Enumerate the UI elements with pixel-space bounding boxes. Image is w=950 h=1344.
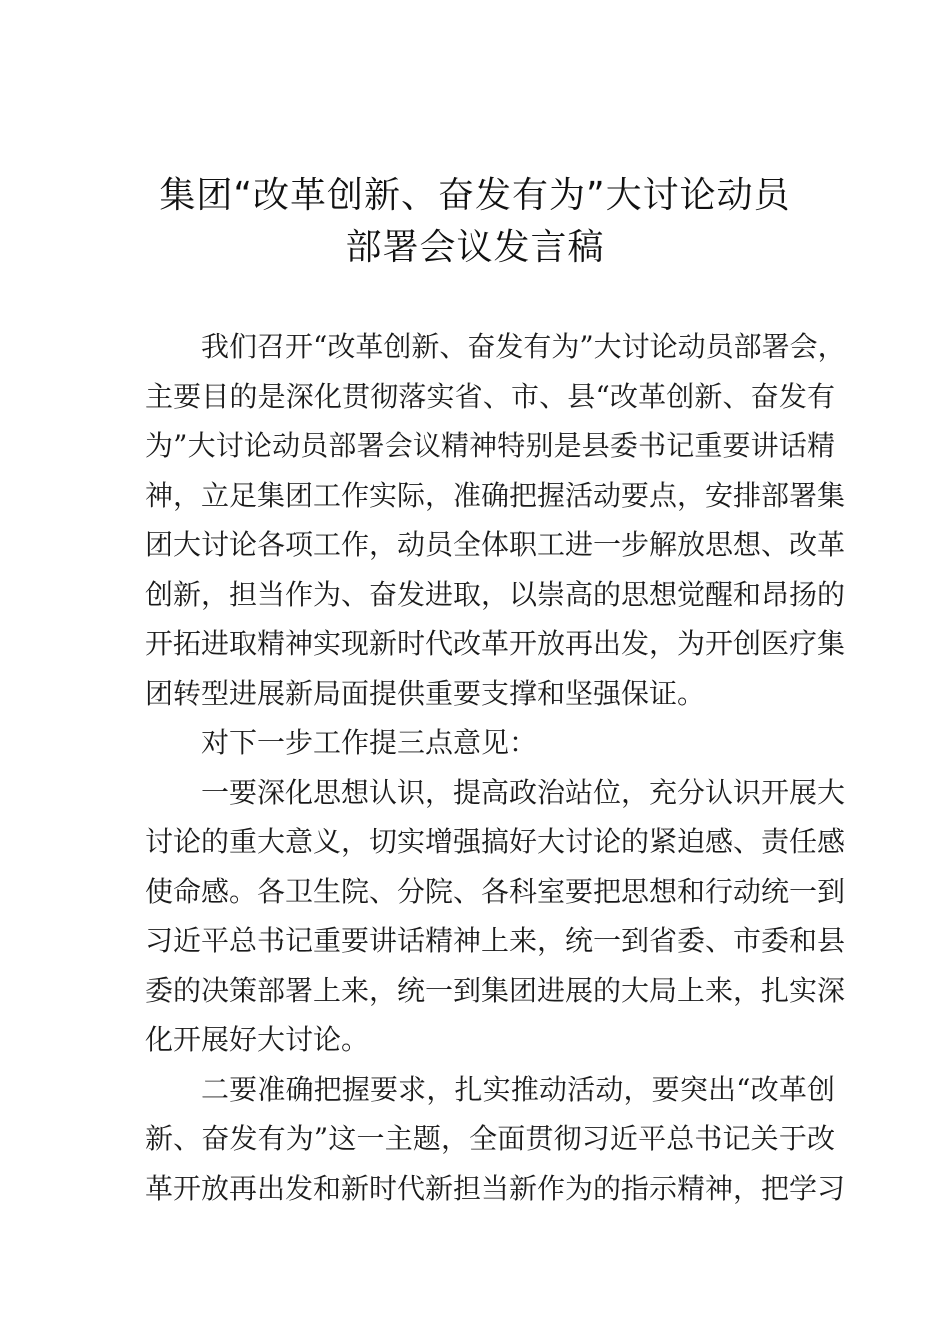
paragraph-line: 二要准确把握要求，扎实推动活动，要突出“改革创 (201, 1072, 835, 1106)
paragraph-line: 讨论的重大意义，切实增强搞好大讨论的紧迫感、责任感 (145, 825, 846, 858)
paragraph-line: 创新，担当作为、奋发进取，以崇高的思想觉醒和昂扬的 (145, 577, 846, 611)
document-body (145, 322, 846, 1213)
paragraph-line: 团转型进展新局面提供重要支撑和坚强保证。 (145, 676, 706, 710)
document-title-line-1: 集团“改革创新、奋发有为”大讨论动员 (159, 175, 791, 216)
paragraph-line: 团大讨论各项工作，动员全体职工进一步解放思想、改革 (145, 528, 846, 561)
paragraph-line: 委的决策部署上来，统一到集团进展的大局上来，扎实深 (145, 973, 846, 1007)
paragraph-line: 对下一步工作提三点意见： (201, 726, 538, 759)
paragraph-line: 开拓进取精神实现新时代改革开放再出发，为开创医疗集 (145, 627, 846, 660)
paragraph-line: 使命感。各卫生院、分院、各科室要把思想和行动统一到 (145, 874, 846, 908)
paragraph-line: 革开放再出发和新时代新担当新作为的指示精神，把学习 (145, 1171, 846, 1205)
paragraph-line: 我们召开“改革创新、奋发有为”大讨论动员部署会， (201, 330, 846, 363)
paragraph-line: 为”大讨论动员部署会议精神特别是县委书记重要讲话精 (145, 429, 835, 462)
paragraph-line: 主要目的是深化贯彻落实省、市、县“改革创新、奋发有 (145, 379, 835, 413)
document-title-line-2: 部署会议发言稿 (345, 227, 605, 268)
paragraph-line: 一要深化思想认识，提高政治站位，充分认识开展大 (201, 775, 846, 809)
paragraph-line: 化开展好大讨论。 (145, 1023, 370, 1056)
paragraph-line: 神，立足集团工作实际，准确把握活动要点，安排部署集 (145, 478, 846, 512)
paragraph-line: 习近平总书记重要讲话精神上来，统一到省委、市委和县 (145, 924, 846, 957)
paragraph-line: 新、奋发有为”这一主题，全面贯彻习近平总书记关于改 (145, 1122, 835, 1155)
